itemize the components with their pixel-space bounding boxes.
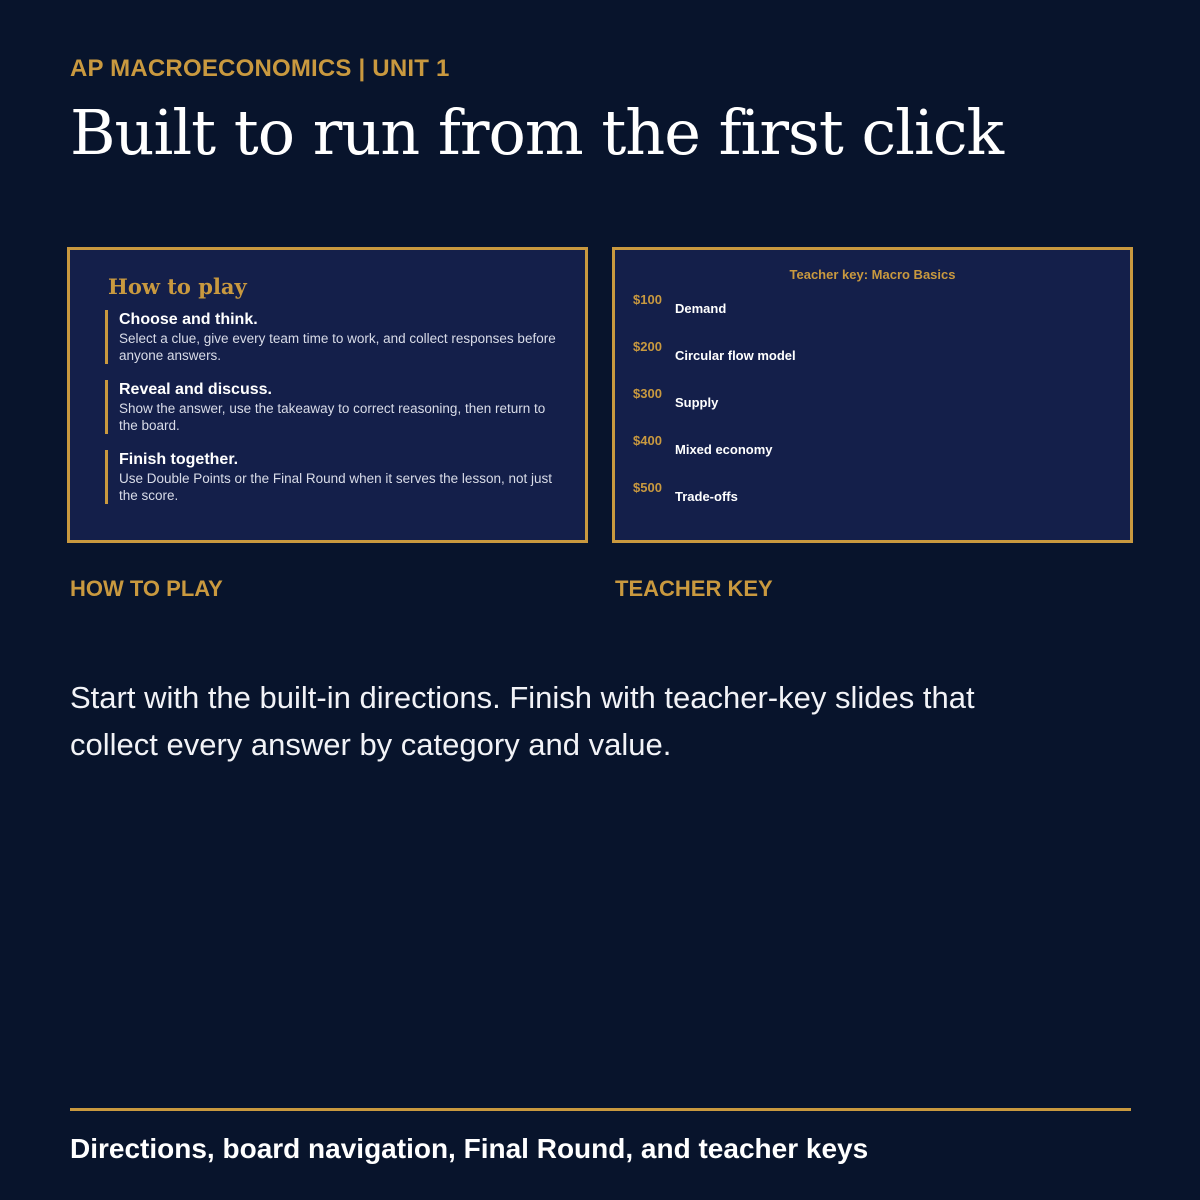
step-body: Use Double Points or the Final Round when it serves the lesson, not just the score.: [119, 471, 552, 503]
step-title: Reveal and discuss.: [119, 381, 272, 398]
key-answer: Circular flow model: [675, 348, 796, 363]
key-value: $100: [633, 292, 662, 307]
how-to-play-title: How to play: [108, 274, 247, 299]
key-value: $500: [633, 480, 662, 495]
key-value: $400: [633, 433, 662, 448]
key-value: $300: [633, 386, 662, 401]
page-title: Built to run from the first click: [70, 96, 1004, 169]
step-title: Finish together.: [119, 451, 239, 468]
how-to-play-caption: HOW TO PLAY: [70, 576, 223, 601]
teacher-key-slide-preview[interactable]: [612, 247, 1133, 543]
key-answer: Supply: [675, 395, 719, 410]
description-text: Start with the built-in directions. Finish with teacher-key slides that collect every answer by category and value.: [70, 680, 975, 762]
key-answer: Trade-offs: [675, 489, 738, 504]
key-answer: Demand: [675, 301, 727, 316]
step-item: [105, 380, 559, 434]
footer-text: Directions, board navigation, Final Round, and teacher keys: [70, 1133, 869, 1164]
eyebrow-label: AP MACROECONOMICS | UNIT 1: [70, 55, 450, 82]
footer-divider: [70, 1108, 1131, 1111]
step-title: Choose and think.: [119, 311, 258, 328]
step-item: [105, 450, 559, 504]
key-answer: Mixed economy: [675, 442, 773, 457]
step-item: [105, 310, 559, 364]
teacher-key-title: Teacher key: Macro Basics: [789, 267, 956, 282]
step-body: Show the answer, use the takeaway to correct reasoning, then return to the board.: [119, 401, 546, 433]
teacher-key-caption: TEACHER KEY: [615, 576, 773, 601]
how-to-play-slide-preview[interactable]: [67, 247, 588, 543]
key-value: $200: [633, 339, 662, 354]
step-body: Select a clue, give every team time to work, and collect responses before anyone answers.: [119, 331, 556, 363]
